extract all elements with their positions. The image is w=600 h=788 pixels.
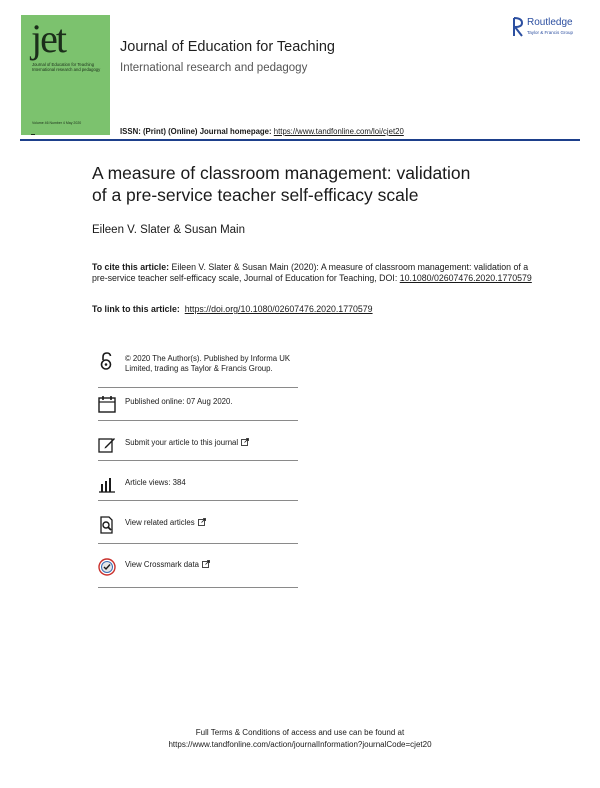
cover-publisher-mark-icon [31, 134, 47, 135]
routledge-r-icon [512, 17, 524, 37]
related-articles-label: View related articles [125, 518, 195, 527]
info-divider [98, 460, 298, 461]
cover-volume: Volume 46 Number 4 May 2020 [32, 121, 82, 125]
article-views-text: Article views: 384 [125, 478, 186, 487]
article-link-label: To link to this article: [92, 304, 180, 314]
issn-line [120, 127, 404, 136]
article-title [92, 162, 522, 206]
page-footer [0, 727, 600, 750]
publisher-name: Routledge [527, 17, 573, 28]
related-articles-icon [98, 516, 116, 534]
issn-label: ISSN: (Print) (Online) Journal homepage: [120, 127, 274, 136]
published-online-text: Published online: 07 Aug 2020. [125, 397, 233, 406]
info-divider [98, 387, 298, 388]
info-divider [98, 587, 298, 588]
citation-text: Eileen V. Slater & Susan Main (2020): A measure of classroom management: validation of a pre-service teacher self-efficacy scale, Journal of Education for Teaching, DOI: [92, 262, 529, 284]
cover-subtitle: Journal of Education for Teaching International research and pedagogy [32, 62, 101, 72]
info-divider [98, 500, 298, 501]
external-link-icon [202, 560, 210, 568]
citation-label: To cite this article: [92, 262, 170, 272]
header-divider [20, 139, 580, 141]
external-link-icon [241, 438, 249, 446]
journal-title: Journal of Education for Teaching [120, 39, 335, 55]
info-divider [98, 543, 298, 544]
crossmark-label: View Crossmark data [125, 560, 199, 569]
copyright-text: © 2020 The Author(s). Published by Informa UK Limited, trading as Taylor & Francis Group. [125, 354, 291, 373]
edit-icon [98, 436, 116, 454]
calendar-icon [98, 395, 116, 413]
crossmark-icon [98, 558, 116, 576]
bar-chart-icon [98, 476, 116, 494]
journal-homepage-link[interactable]: https://www.tandfonline.com/loi/cjet20 [273, 127, 404, 136]
citation-block [92, 262, 532, 285]
article-authors: Eileen V. Slater & Susan Main [92, 224, 245, 236]
crossmark-link[interactable] [125, 560, 305, 570]
journal-cover [21, 15, 110, 135]
footer-terms-link[interactable]: https://www.tandfonline.com/action/journalInformation?journalCode=cjet20 [168, 739, 432, 749]
publisher-tagline: Taylor & Francis Group [527, 30, 574, 35]
related-articles-link[interactable] [125, 518, 305, 528]
cover-logo: jet [31, 16, 65, 61]
submit-article-label: Submit your article to this journal [125, 438, 239, 447]
info-divider [98, 420, 298, 421]
footer-terms-text: Full Terms & Conditions of access and use can be found at [195, 728, 405, 737]
external-link-icon [198, 518, 206, 526]
article-title-line-2: of a pre-service teacher self-efficacy scale [92, 185, 419, 205]
article-link-line [92, 304, 373, 314]
publisher-logo[interactable] [512, 17, 587, 41]
submit-article-link[interactable] [125, 438, 305, 448]
article-doi-url-link[interactable]: https://doi.org/10.1080/02607476.2020.1770579 [184, 304, 373, 314]
citation-doi-link[interactable]: 10.1080/02607476.2020.1770579 [399, 273, 532, 284]
open-access-icon [98, 352, 116, 370]
journal-subtitle: International research and pedagogy [120, 62, 308, 74]
article-title-line-1: A measure of classroom management: validation [92, 163, 471, 183]
